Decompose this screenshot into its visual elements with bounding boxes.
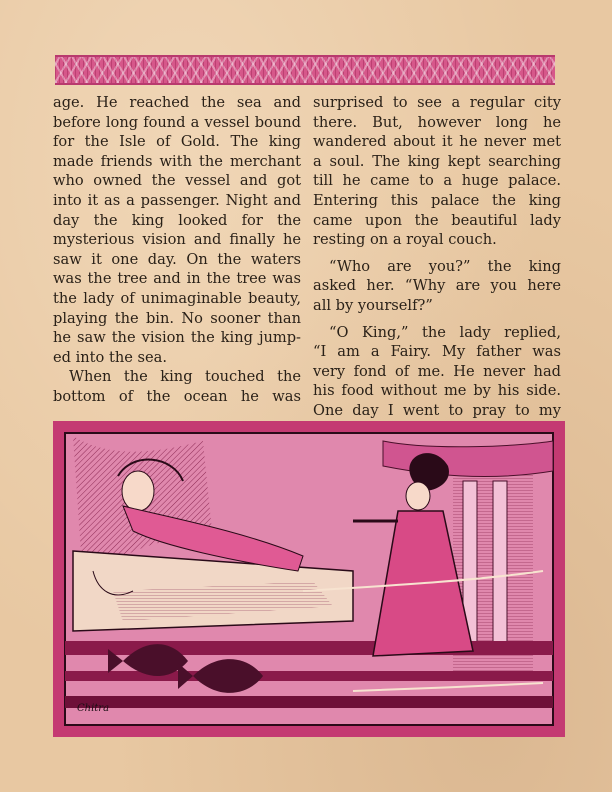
- text-line: before long found a vessel bound: [53, 113, 301, 131]
- text-line: One day I went to pray to my: [313, 401, 561, 419]
- text-line: his food without me by his side.: [313, 382, 561, 400]
- artist-signature: Chitra: [77, 703, 110, 714]
- text-line: came upon the beautiful lady: [313, 211, 561, 229]
- text-line: very fond of me. He never had: [313, 362, 561, 380]
- left-text-column: [53, 93, 301, 407]
- text-line: Entering this palace the king: [313, 191, 561, 209]
- text-line: saw it one day. On the waters: [53, 250, 301, 268]
- text-line: all by yourself?”: [313, 296, 433, 314]
- text-line: for the Isle of Gold. The king: [53, 133, 301, 151]
- text-line: he saw the vision the king jump-: [53, 329, 301, 347]
- text-line: into it as a passenger. Night and: [53, 191, 301, 209]
- text-line: a soul. The king kept searching: [313, 152, 561, 170]
- text-line: who owned the vessel and got: [53, 172, 301, 190]
- story-illustration: [53, 421, 565, 737]
- text-line: asked her. “Why are you here: [313, 277, 561, 295]
- text-line: “Who are you?” the king: [329, 257, 561, 275]
- text-line: “O King,” the lady replied,: [329, 323, 561, 341]
- text-line: When the king touched the: [69, 368, 301, 386]
- right-text-column: [313, 93, 561, 421]
- text-line: surprised to see a regular city: [313, 94, 561, 111]
- decorative-header-banner: [55, 55, 555, 85]
- text-line: was the tree and in the tree was: [53, 270, 301, 288]
- text-line: “I am a Fairy. My father was: [313, 343, 561, 361]
- text-line: playing the bin. No sooner than: [53, 309, 301, 327]
- text-line: age. He reached the sea and: [53, 94, 301, 111]
- text-line: the lady of unimaginable beauty,: [53, 289, 301, 307]
- text-line: made friends with the merchant: [53, 152, 301, 170]
- text-line: there. But, however long he: [313, 113, 561, 131]
- text-line: mysterious vision and finally he: [53, 231, 301, 249]
- text-line: till he came to a huge palace.: [313, 172, 561, 190]
- text-line: ed into the sea.: [53, 348, 167, 366]
- illustration-art: [53, 421, 565, 737]
- text-line: resting on a royal couch.: [313, 231, 497, 249]
- text-line: bottom of the ocean he was: [53, 387, 301, 405]
- text-line: day the king looked for the: [53, 211, 301, 229]
- text-line: wandered about it he never met: [313, 133, 561, 151]
